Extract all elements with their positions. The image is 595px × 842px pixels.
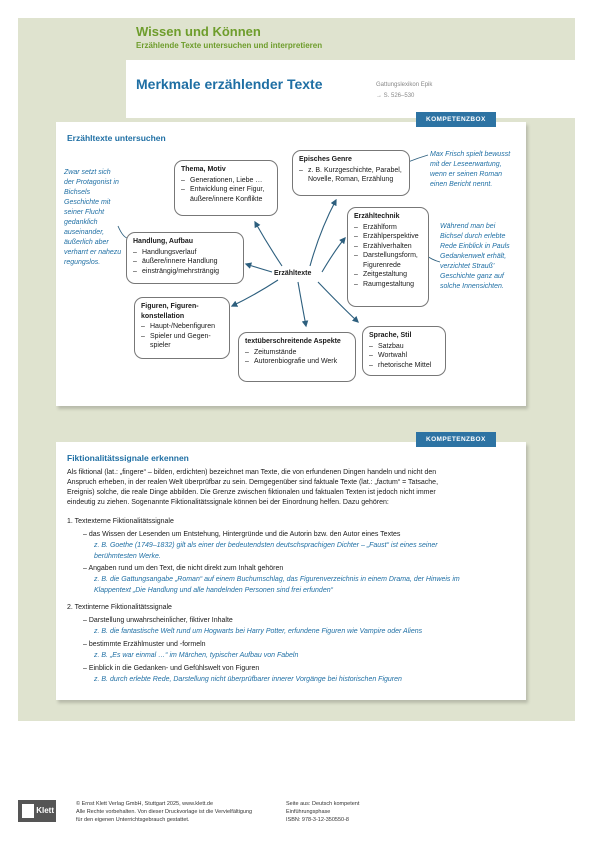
node-thema-motiv (174, 160, 278, 216)
node-handlung-item: – äußere/innere Handlung (133, 257, 237, 267)
footer-source-1: Seite aus: Deutsch kompetent (286, 801, 360, 807)
node-handlung-item: – einsträngig/mehrsträngig (133, 267, 237, 277)
annotation-top-right: Max Frisch spielt bewusst mit der Leseerwartung, wenn er seinen Roman einen Bericht nennt. (430, 151, 511, 188)
node-sprache-item: – Wortwahl (369, 351, 439, 361)
node-aspekte-item: – Autorenbiografie und Werk (245, 357, 349, 367)
node-figuren-title: Figuren, Figuren-konstellation (141, 303, 199, 320)
node-technik-title: Erzähltechnik (354, 213, 400, 220)
mindmap-center-label: Erzähltexte (274, 270, 312, 277)
node-aspekte-title: textüberschreitende Aspekte (245, 338, 341, 345)
node-aspekte-item: – Zeitumstände (245, 348, 349, 358)
reference-line-1: Gattungslexikon Epik (376, 82, 433, 88)
example-text: z. B. die fantastische Welt rund um Hogwarts bei Harry Potter, erfundene Figuren wie Vampire oder Aliens (94, 628, 423, 635)
node-sprache-item: – Satzbau (369, 342, 439, 352)
arrow-to-figuren (232, 280, 278, 306)
intro-line: eindeutig zu ziehen. Sogenannte Fiktionalitätssignale können bei der Einordnung helfen. Dazu gehören: (67, 499, 389, 506)
list-item: – das Wissen der Lesenden um Entstehung, Hintergründe und die Autorin bzw. den Autor eines Textes (83, 531, 401, 538)
intro-line: Anspruch erheben, in der realen Welt überprüfbar zu sein. Demgegenüber sind faktuale Texte (lat.: „factum“ = Tatsache, (67, 479, 439, 486)
series-subtitle: Erzählende Texte untersuchen und interpretieren (136, 41, 323, 50)
node-textueberschreitende-aspekte (238, 332, 356, 382)
list-item: – Angaben rund um den Text, die nicht direkt zum Inhalt gehören (83, 565, 284, 572)
footer-source-2: Einführungsphase (286, 809, 331, 815)
node-technik-item: – Erzählperspektive (354, 232, 422, 242)
logo-mark-icon (22, 804, 34, 818)
node-erzaehltechnik (347, 207, 429, 307)
arrow-to-technik (322, 238, 345, 272)
node-sprache-title: Sprache, Stil (369, 332, 412, 339)
page-title: Merkmale erzählender Texte (136, 76, 323, 92)
node-thema-item: – Generationen, Liebe … (181, 176, 271, 186)
footer-isbn: ISBN: 978-3-12-350550-8 (286, 817, 349, 823)
example-text: z. B. „Es war einmal …“ im Märchen, typischer Aufbau von Fabeln (94, 652, 299, 659)
section-heading-erzaehltexte: Erzähltexte untersuchen (67, 133, 166, 143)
node-technik-item: – Zeitgestaltung (354, 270, 422, 280)
list-item: – Einblick in die Gedanken- und Gefühlswelt von Figuren (83, 665, 260, 672)
logo-text: Klett (36, 806, 54, 815)
node-sprache-item: – rhetorische Mittel (369, 361, 439, 371)
list-item: – bestimmte Erzählmuster und -formeln (83, 641, 206, 648)
list-heading-textintern: 2. Textinterne Fiktionalitätssignale (67, 604, 172, 611)
reference-line-2: → S. 526–530 (376, 93, 415, 99)
node-handlung-aufbau (126, 232, 244, 284)
footer-copyright-1: © Ernst Klett Verlag GmbH, Stuttgart 2025, www.klett.de (76, 801, 214, 807)
example-text: z. B. durch erlebte Rede, Darstellung nicht überprüfbarer innerer Vorgänge bei historischen Figuren (94, 676, 402, 683)
section-heading-fiktionalitaet: Fiktionalitätssignale erkennen (67, 453, 189, 463)
footer-copyright-3: für den eigenen Unterrichtsgebrauch gestattet. (76, 817, 190, 823)
node-technik-item: – Raumgestaltung (354, 280, 422, 290)
list-item: – Darstellung unwahrscheinlicher, fiktiver Inhalte (83, 617, 233, 624)
arrow-to-thema (255, 222, 282, 266)
note-connector-top-right (408, 155, 428, 162)
intro-line: Als fiktional (lat.: „fingere“ – bilden, erdichten) bezeichnet man Texte, die von erfundenen Dingen handeln und nicht den (67, 469, 437, 476)
example-text: berühmtesten Werke. (94, 553, 161, 560)
node-thema-item: – Entwicklung einer Figur, äußere/innere Konflikte (181, 185, 271, 204)
node-technik-item: – Erzählverhalten (354, 242, 422, 252)
node-genre-item: – z. B. Kurzgeschichte, Parabel, Novelle, Roman, Erzählung (299, 166, 403, 185)
node-figuren-item: – Spieler und Gegen-spieler (141, 332, 223, 351)
footer-copyright-2: Alle Rechte vorbehalten. Von dieser Druckvorlage ist die Vervielfältigung (76, 809, 253, 815)
node-genre-title: Episches Genre (299, 156, 352, 163)
node-handlung-title: Handlung, Aufbau (133, 238, 194, 245)
node-thema-title: Thema, Motiv (181, 166, 226, 173)
list-heading-textextern: 1. Textexterne Fiktionalitätssignale (67, 518, 174, 525)
example-text: z. B. Goethe (1749–1832) gilt als einer der bedeutendsten deutschsprachigen Dichter – „Faust“ ist eines seiner (94, 542, 438, 549)
node-episches-genre (292, 150, 410, 196)
arrow-to-aspekte (298, 282, 306, 326)
arrow-to-handlung (246, 264, 272, 272)
intro-line: Ereignis) solche, die reale Dinge abbilden. Die Grenze zwischen fiktionalen und faktualen Texten ist jedoch nicht immer (67, 489, 436, 496)
node-technik-item: – Darstellungsform, Figurenrede (354, 251, 422, 270)
example-text: z. B. die Gattungsangabe „Roman“ auf einem Buchumschlag, das Figurenverzeichnis in einem Drama, der Hinweis im (94, 576, 460, 583)
example-text: Klappentext „Die Handlung und alle handelnden Personen sind frei erfunden“ (94, 587, 333, 594)
node-figuren (134, 297, 230, 359)
annotation-left: Zwar setzt sich der Protagonist in Bichsels Geschichte mit seiner Flucht gedanklich auseinander, äußerlich aber verharrt er nahezu regungslos. (64, 169, 122, 266)
kompetenzbox-badge-1: KOMPETENZBOX (416, 112, 496, 127)
annotation-right: Während man bei Bichsel durch erlebte Rede Einblick in Pauls Gedankenwelt erhält, verzichtet Strauß’ Geschichte ganz auf solche Innensichten. (440, 223, 510, 290)
node-technik-item: – Erzählform (354, 223, 422, 233)
kompetenzbox-badge-2: KOMPETENZBOX (416, 432, 496, 447)
publisher-logo (18, 800, 56, 822)
series-title: Wissen und Können (136, 24, 261, 39)
node-handlung-item: – Handlungsverlauf (133, 248, 237, 258)
node-sprache-stil (362, 326, 446, 376)
node-figuren-item: – Haupt-/Nebenfiguren (141, 322, 223, 332)
